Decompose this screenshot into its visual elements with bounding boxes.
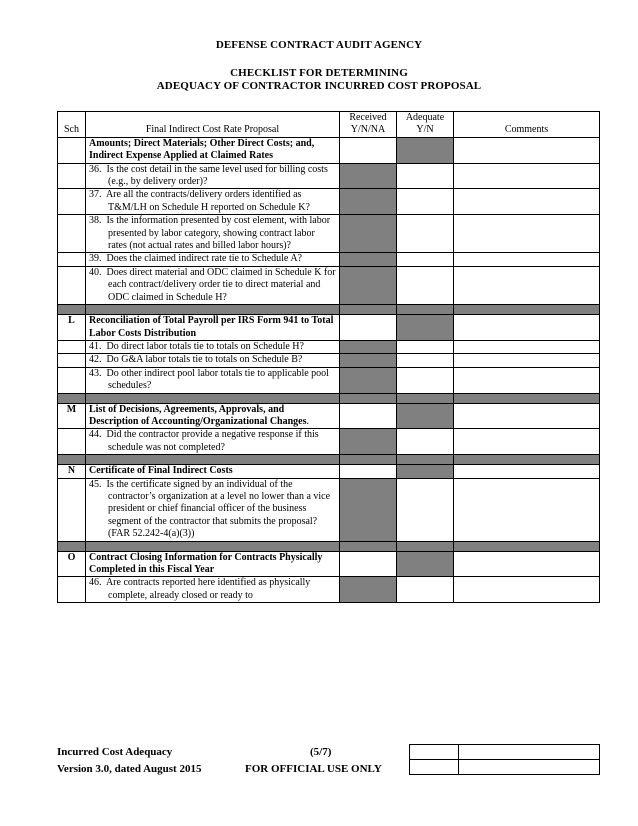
section-separator bbox=[58, 541, 600, 551]
section-separator bbox=[58, 305, 600, 315]
question-38: 38. Is the information presented by cost element, with labor presented by labor category, showing contract labor rates (not actual rates and billed labor hours)? bbox=[86, 215, 340, 253]
sch-cell bbox=[58, 163, 86, 189]
adequate-cell[interactable] bbox=[397, 354, 454, 367]
sch-label-n: N bbox=[58, 465, 86, 478]
comments-cell[interactable] bbox=[454, 215, 600, 253]
question-41: 41. Do direct labor totals tie to totals on Schedule H? bbox=[86, 340, 340, 353]
comments-cell[interactable] bbox=[454, 137, 600, 163]
adequate-cell[interactable] bbox=[397, 266, 454, 304]
comments-cell[interactable] bbox=[454, 354, 600, 367]
signoff-cell[interactable] bbox=[410, 760, 459, 775]
sch-cell bbox=[58, 429, 86, 455]
adequate-cell[interactable] bbox=[397, 367, 454, 393]
comments-cell[interactable] bbox=[454, 429, 600, 455]
section-m-row bbox=[58, 403, 600, 429]
received-cell[interactable] bbox=[340, 137, 397, 163]
adequate-cell-shaded bbox=[397, 465, 454, 478]
question-row-44 bbox=[58, 429, 600, 455]
sch-cell bbox=[58, 478, 86, 541]
comments-cell[interactable] bbox=[454, 340, 600, 353]
section-n-title: Certificate of Final Indirect Costs bbox=[86, 465, 340, 478]
sch-cell bbox=[58, 253, 86, 266]
question-45: 45. Is the certificate signed by an individual of the contractor’s organization at a level no lower than a vice president or chief financial officer of the business segment of the contractor that submits the proposal? (FAR 52.242-4(a)(3)) bbox=[86, 478, 340, 541]
section-n-row bbox=[58, 465, 600, 478]
received-cell-shaded bbox=[340, 189, 397, 215]
section-m-title: List of Decisions, Agreements, Approvals, and Description of Accounting/Organizational Changes bbox=[89, 403, 307, 427]
col-received-l2: Y/N/NA bbox=[350, 124, 386, 136]
received-cell[interactable] bbox=[340, 551, 397, 577]
comments-cell[interactable] bbox=[454, 551, 600, 577]
question-44: 44. Did the contractor provide a negative response if this schedule was not completed? bbox=[86, 429, 340, 455]
adequate-cell-shaded bbox=[397, 315, 454, 341]
question-42: 42. Do G&A labor totals tie to totals on Schedule B? bbox=[86, 354, 340, 367]
adequate-cell-shaded bbox=[397, 137, 454, 163]
col-adequate bbox=[397, 112, 454, 138]
col-comments: Comments bbox=[454, 112, 600, 138]
question-39: 39. Does the claimed indirect rate tie to Schedule A? bbox=[86, 253, 340, 266]
received-cell[interactable] bbox=[340, 315, 397, 341]
received-cell[interactable] bbox=[340, 465, 397, 478]
received-cell-shaded bbox=[340, 478, 397, 541]
footer-version: Version 3.0, dated August 2015 bbox=[57, 763, 202, 775]
question-row-46 bbox=[58, 577, 600, 603]
comments-cell[interactable] bbox=[454, 266, 600, 304]
comments-cell[interactable] bbox=[454, 189, 600, 215]
adequate-cell[interactable] bbox=[397, 577, 454, 603]
signoff-cell[interactable] bbox=[459, 760, 600, 775]
question-43: 43. Do other indirect pool labor totals tie to applicable pool schedules? bbox=[86, 367, 340, 393]
received-cell-shaded bbox=[340, 354, 397, 367]
agency-name: DEFENSE CONTRACT AUDIT AGENCY bbox=[215, 39, 423, 51]
received-cell-shaded bbox=[340, 367, 397, 393]
question-37: 37. Are all the contracts/delivery orders identified as T&M/LH on Schedule H reported on Schedule K? bbox=[86, 189, 340, 215]
section-l-title: Reconciliation of Total Payroll per IRS Form 941 to Total Labor Costs Distribution bbox=[86, 315, 340, 341]
received-cell[interactable] bbox=[340, 403, 397, 429]
question-36: 36. Is the cost detail in the same level used for billing costs (e.g., by delivery order)? bbox=[86, 163, 340, 189]
question-40: 40. Does direct material and ODC claimed in Schedule K for each contract/delivery order tie to direct material and ODC claimed in Schedule H? bbox=[86, 266, 340, 304]
adequate-cell[interactable] bbox=[397, 340, 454, 353]
question-row-41 bbox=[58, 340, 600, 353]
footer-page-number: (5/7) bbox=[310, 746, 332, 758]
question-46: 46. Are contracts reported here identified as physically complete, already closed or ready to bbox=[86, 577, 340, 603]
section-o-row bbox=[58, 551, 600, 577]
section-m-title-cell bbox=[86, 403, 340, 429]
col-sch: Sch bbox=[58, 112, 86, 138]
section-separator bbox=[58, 393, 600, 403]
adequate-cell[interactable] bbox=[397, 215, 454, 253]
received-cell-shaded bbox=[340, 215, 397, 253]
sch-cell bbox=[58, 215, 86, 253]
sch-cell bbox=[58, 577, 86, 603]
question-row-39 bbox=[58, 253, 600, 266]
sch-cell bbox=[58, 340, 86, 353]
col-adequate-l1: Adequate bbox=[405, 112, 445, 123]
sch-cell bbox=[58, 367, 86, 393]
adequate-cell[interactable] bbox=[397, 478, 454, 541]
adequate-cell[interactable] bbox=[397, 429, 454, 455]
question-row-45 bbox=[58, 478, 600, 541]
section-l-row bbox=[58, 315, 600, 341]
signoff-cell[interactable] bbox=[410, 745, 459, 760]
col-received bbox=[340, 112, 397, 138]
comments-cell[interactable] bbox=[454, 163, 600, 189]
received-cell-shaded bbox=[340, 253, 397, 266]
col-adequate-l2: Y/N bbox=[416, 124, 434, 136]
sch-cell bbox=[58, 189, 86, 215]
question-row-42 bbox=[58, 354, 600, 367]
adequate-cell-shaded bbox=[397, 551, 454, 577]
section-separator bbox=[58, 455, 600, 465]
adequate-cell-shaded bbox=[397, 403, 454, 429]
checklist-title-line1: CHECKLIST FOR DETERMINING bbox=[230, 67, 408, 79]
sch-label-o: O bbox=[58, 551, 86, 577]
col-received-l1: Received bbox=[349, 112, 387, 123]
checklist-title-line2: ADEQUACY OF CONTRACTOR INCURRED COST PROPOSAL bbox=[156, 80, 482, 92]
received-cell-shaded bbox=[340, 163, 397, 189]
section-o-title: Contract Closing Information for Contracts Physically Completed in this Fiscal Year bbox=[86, 551, 340, 577]
footer-doc-name: Incurred Cost Adequacy bbox=[57, 746, 173, 758]
footer-left bbox=[57, 744, 201, 778]
question-row-43 bbox=[58, 367, 600, 393]
signoff-cell[interactable] bbox=[459, 745, 600, 760]
section-m-title-suffix: . bbox=[306, 415, 310, 427]
sch-cell bbox=[58, 137, 86, 163]
adequate-cell[interactable] bbox=[397, 253, 454, 266]
checklist-table bbox=[57, 111, 600, 603]
column-header-row bbox=[58, 112, 600, 138]
section-k-title: Amounts; Direct Materials; Other Direct Costs; and, Indirect Expense Applied at Claimed Rates bbox=[86, 137, 340, 163]
comments-cell[interactable] bbox=[454, 315, 600, 341]
comments-cell[interactable] bbox=[454, 403, 600, 429]
adequate-cell[interactable] bbox=[397, 189, 454, 215]
sch-label-m: M bbox=[58, 403, 86, 429]
adequate-cell[interactable] bbox=[397, 163, 454, 189]
received-cell-shaded bbox=[340, 577, 397, 603]
col-item: Final Indirect Cost Rate Proposal bbox=[86, 112, 340, 138]
question-row-40 bbox=[58, 266, 600, 304]
comments-cell[interactable] bbox=[454, 478, 600, 541]
received-cell-shaded bbox=[340, 266, 397, 304]
sch-cell bbox=[58, 354, 86, 367]
section-k-row bbox=[58, 137, 600, 163]
sch-cell bbox=[58, 266, 86, 304]
question-row-36 bbox=[58, 163, 600, 189]
received-cell-shaded bbox=[340, 340, 397, 353]
question-row-38 bbox=[58, 215, 600, 253]
comments-cell[interactable] bbox=[454, 367, 600, 393]
sch-label-l: L bbox=[58, 315, 86, 341]
footer-signoff-box bbox=[409, 744, 600, 775]
comments-cell[interactable] bbox=[454, 577, 600, 603]
question-row-37 bbox=[58, 189, 600, 215]
received-cell-shaded bbox=[340, 429, 397, 455]
footer-marking: FOR OFFICIAL USE ONLY bbox=[245, 763, 382, 775]
comments-cell[interactable] bbox=[454, 465, 600, 478]
comments-cell[interactable] bbox=[454, 253, 600, 266]
